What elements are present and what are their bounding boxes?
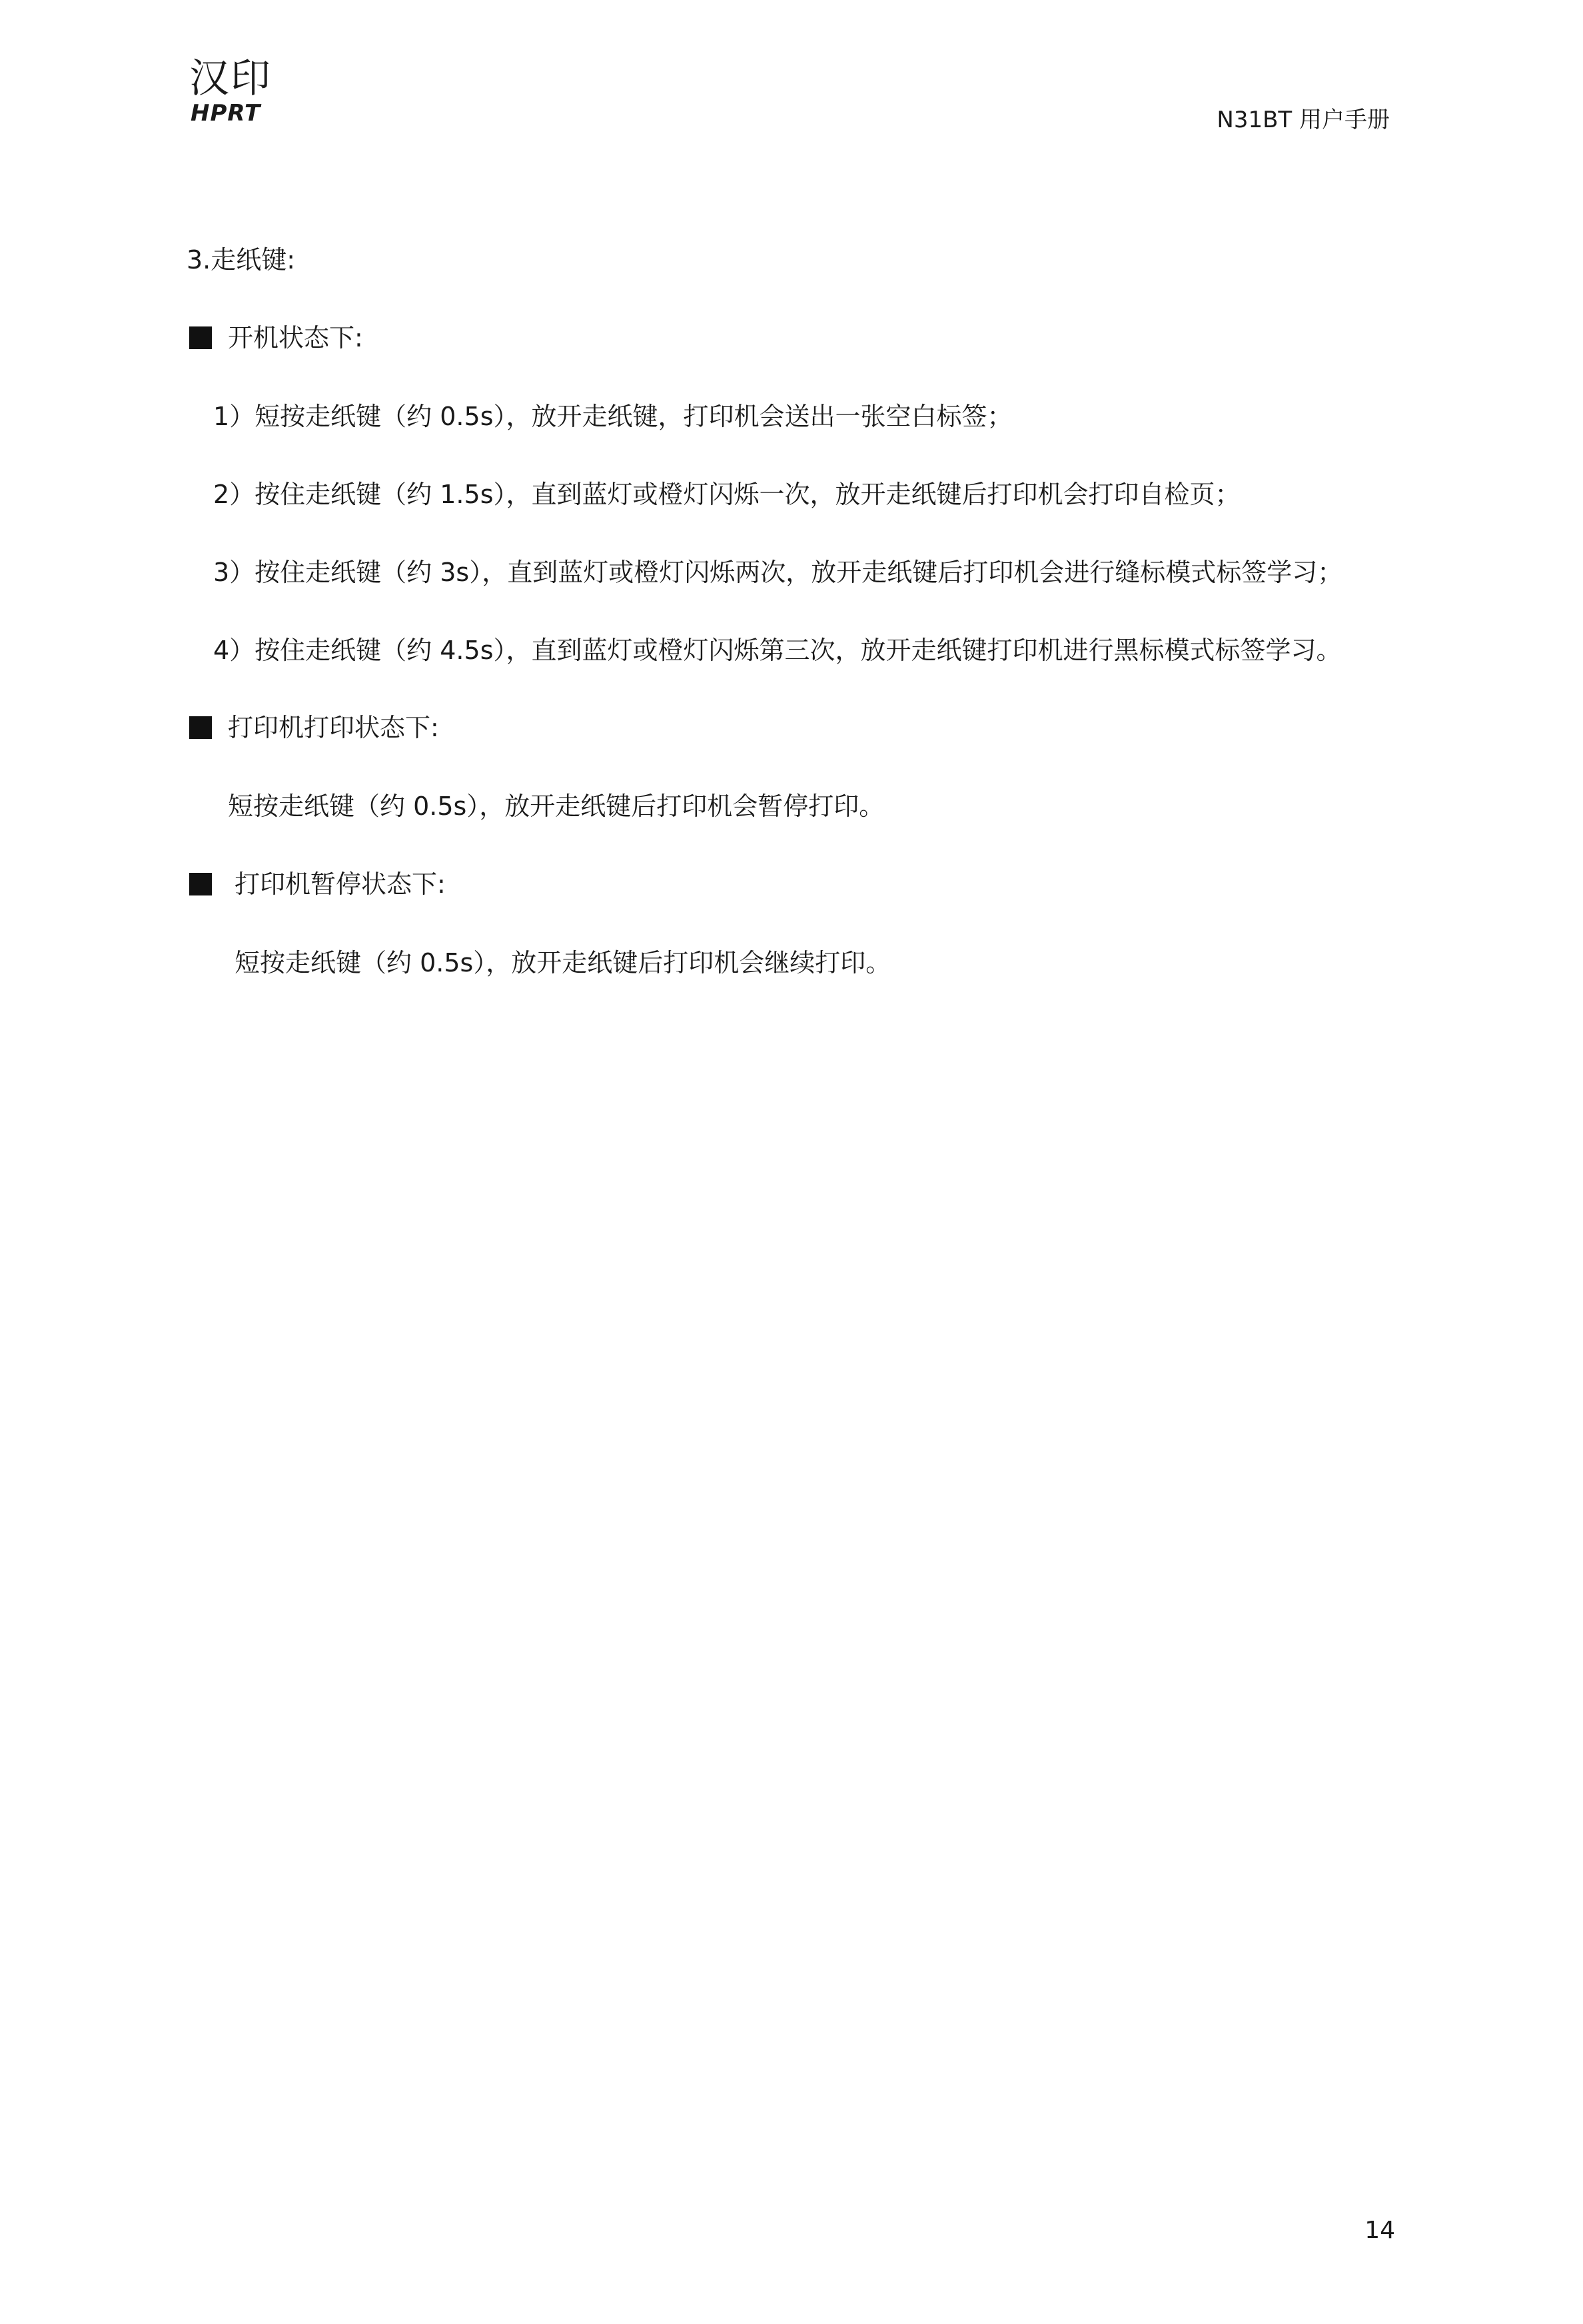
list-item: 短按走纸键（约 0.5s），放开走纸键后打印机会暂停打印。 bbox=[228, 792, 885, 821]
bullet-square-icon bbox=[189, 873, 212, 895]
list-item: 4）按住走纸键（约 4.5s），直到蓝灯或橙灯闪烁第三次，放开走纸键打印机进行黑标模式标签学习。 bbox=[213, 636, 1342, 665]
bullet-square-icon bbox=[189, 716, 212, 739]
list-item: 短按走纸键（约 0.5s），放开走纸键后打印机会继续打印。 bbox=[235, 948, 891, 977]
list-item: 2）按住走纸键（约 1.5s），直到蓝灯或橙灯闪烁一次，放开走纸键后打印机会打印自检页； bbox=[213, 480, 1241, 509]
list-item: 1）短按走纸键（约 0.5s），放开走纸键，打印机会送出一张空白标签； bbox=[213, 402, 1013, 431]
hprt-logo bbox=[189, 55, 272, 131]
logo-chinese-text: 汉印 bbox=[189, 55, 272, 102]
group-label-printing: 打印机打印状态下: bbox=[228, 713, 439, 742]
document-title: N31BT 用户手册 bbox=[1217, 107, 1390, 133]
group-label-power-on: 开机状态下: bbox=[228, 323, 363, 352]
bullet-square-icon bbox=[189, 326, 212, 349]
group-label-paused: 打印机暂停状态下: bbox=[235, 870, 446, 899]
section-heading: 3.走纸键: bbox=[187, 245, 296, 275]
logo-english-text: HPRT bbox=[191, 100, 261, 127]
page-number: 14 bbox=[1364, 2217, 1395, 2244]
list-item: 3）按住走纸键（约 3s），直到蓝灯或橙灯闪烁两次，放开走纸键后打印机会进行缝标模式标签学习； bbox=[213, 558, 1343, 587]
